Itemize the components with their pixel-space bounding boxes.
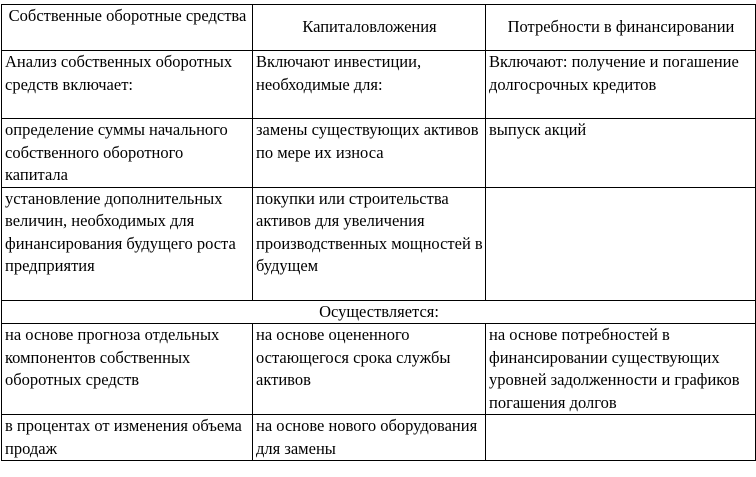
table-row [2,51,756,119]
table-cell: на основе потребностей в финансировании существующих уровней задолженности и графиков погашения долгов [486,324,756,415]
header-row [2,5,756,51]
table-cell: замены существующих активов по мере их износа [253,119,486,188]
table-cell: выпуск акций [486,119,756,188]
subheader-row [2,300,756,324]
table-cell: на основе нового оборудования для замены [253,415,486,461]
table-cell: Включают: получение и погашение долгосрочных кредитов [486,51,756,119]
header-cell-capital-investments: Капиталовложения [253,5,486,51]
table-cell: на основе прогноза отдельных компонентов собственных оборотных средств [2,324,253,415]
table-cell: установление дополнительных величин, необходимых для финансирования будущего роста предприятия [2,187,253,300]
table-cell: на основе оцененного остающегося срока службы активов [253,324,486,415]
table-cell [486,415,756,461]
table-cell: определение суммы начального собственного оборотного капитала [2,119,253,188]
table-cell: Включают инвестиции, необходимые для: [253,51,486,119]
table-cell: покупки или строительства активов для увеличения производственных мощностей в будущем [253,187,486,300]
subheader-cell: Осуществляется: [2,300,756,324]
financing-table [1,4,756,461]
table-row [2,187,756,300]
header-cell-working-capital: Собственные оборотные средства [2,5,253,51]
table-row [2,324,756,415]
header-cell-financing-needs: Потребности в финансировании [486,5,756,51]
table-row [2,415,756,461]
table-cell: Анализ собственных оборотных средств включает: [2,51,253,119]
table-row [2,119,756,188]
table-cell: в процентах от изменения объема продаж [2,415,253,461]
table-cell [486,187,756,300]
